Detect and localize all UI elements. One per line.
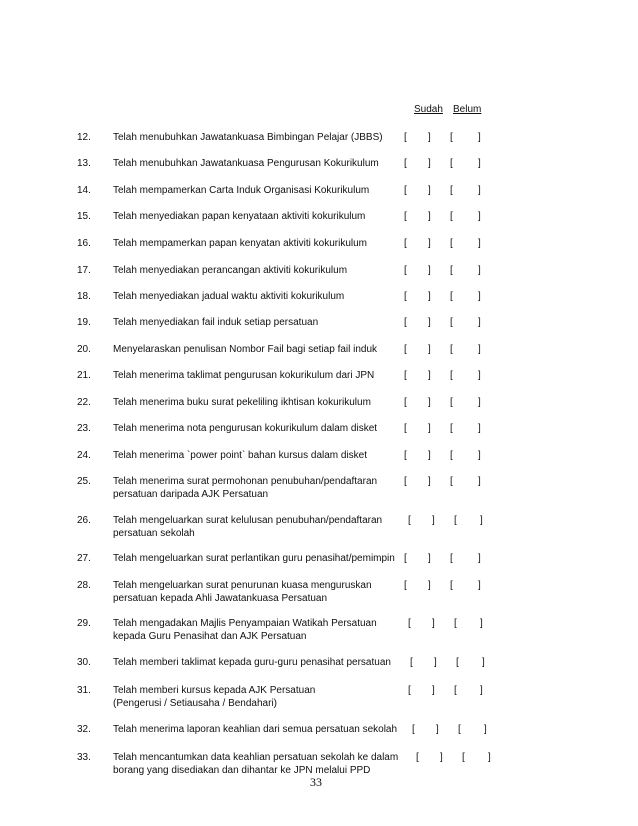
item-text-line: kepada Guru Penasihat dan AJK Persatuan (113, 631, 307, 642)
checkbox-sudah-open[interactable]: [ (404, 265, 407, 276)
item-number: 15. (77, 211, 91, 222)
checkbox-sudah-open[interactable]: [ (404, 132, 407, 143)
item-number: 17. (77, 265, 91, 276)
item-text-line: borang yang disediakan dan dihantar ke JPN melalui PPD (113, 765, 371, 776)
checkbox-belum-close[interactable]: ] (478, 317, 481, 328)
checkbox-belum-open[interactable]: [ (450, 211, 453, 222)
checkbox-belum-close[interactable]: ] (478, 158, 481, 169)
item-text-line: Telah menerima laporan keahlian dari semua persatuan sekolah (113, 724, 398, 735)
checkbox-belum-open[interactable]: [ (450, 397, 453, 408)
item-text-line: Telah mempamerkan papan kenyatan aktiviti kokurikulum (113, 238, 368, 249)
item-text-line: persatuan daripada AJK Persatuan (113, 489, 269, 500)
checkbox-sudah-open[interactable]: [ (404, 317, 407, 328)
item-text (113, 684, 403, 710)
checkbox-sudah-close[interactable]: ] (428, 132, 431, 143)
checkbox-belum-open[interactable]: [ (450, 317, 453, 328)
checkbox-belum-open[interactable]: [ (462, 752, 465, 763)
checkbox-belum-open[interactable]: [ (450, 423, 453, 434)
item-text-line: Telah menyediakan jadual waktu aktiviti kokurikulum (113, 291, 345, 302)
item-number: 21. (77, 370, 91, 381)
item-text-line: Telah mengeluarkan surat perlantikan guru penasihat/pemimpin (113, 553, 395, 564)
checkbox-belum-open[interactable]: [ (454, 618, 457, 629)
item-number: 25. (77, 476, 91, 487)
checkbox-belum-close[interactable]: ] (478, 580, 481, 591)
item-text (113, 316, 403, 329)
item-text-line: Telah memberi kursus kepada AJK Persatuan (113, 685, 316, 696)
item-text-line: Telah mengeluarkan surat kelulusan penubuhan/pendaftaran (113, 515, 383, 526)
checkbox-belum-open[interactable]: [ (450, 344, 453, 355)
item-number: 23. (77, 423, 91, 434)
checkbox-sudah-close[interactable]: ] (428, 344, 431, 355)
checkbox-sudah-open[interactable]: [ (404, 211, 407, 222)
checkbox-belum-open[interactable]: [ (450, 450, 453, 461)
checkbox-sudah-open[interactable]: [ (404, 185, 407, 196)
item-number: 22. (77, 397, 91, 408)
checkbox-belum-close[interactable]: ] (478, 344, 481, 355)
checkbox-belum-open[interactable]: [ (450, 291, 453, 302)
checkbox-belum-close[interactable]: ] (480, 685, 483, 696)
checkbox-belum-open[interactable]: [ (450, 185, 453, 196)
column-header-sudah: Sudah (414, 104, 443, 115)
checkbox-sudah-open[interactable]: [ (408, 685, 411, 696)
checkbox-sudah-close[interactable]: ] (432, 685, 435, 696)
checkbox-belum-open[interactable]: [ (454, 685, 457, 696)
item-text-line: Telah mencantumkan data keahlian persatuan sekolah ke dalam (113, 752, 399, 763)
item-text (113, 514, 403, 540)
checkbox-sudah-close[interactable]: ] (428, 185, 431, 196)
item-number: 31. (77, 685, 91, 696)
checkbox-sudah-close[interactable]: ] (428, 291, 431, 302)
checkbox-belum-open[interactable]: [ (450, 553, 453, 564)
checkbox-sudah-open[interactable]: [ (404, 291, 407, 302)
item-text-line: Telah mengeluarkan surat penurunan kuasa menguruskan (113, 580, 372, 591)
checkbox-belum-close[interactable]: ] (478, 132, 481, 143)
page-number: 33 (310, 775, 322, 789)
item-text (113, 475, 403, 501)
column-header-belum: Belum (453, 104, 482, 115)
item-text (113, 449, 403, 462)
item-text-line: Telah menyediakan perancangan aktiviti kokurikulum (113, 265, 348, 276)
item-text (113, 723, 403, 736)
item-text (113, 656, 403, 669)
checkbox-belum-open[interactable]: [ (456, 657, 459, 668)
checkbox-sudah-close[interactable]: ] (428, 370, 431, 381)
checkbox-belum-close[interactable]: ] (478, 185, 481, 196)
item-number: 29. (77, 618, 91, 629)
item-text-line: Telah menyediakan papan kenyataan aktiviti kokurikulum (113, 211, 366, 222)
item-text (113, 290, 403, 303)
checkbox-sudah-close[interactable]: ] (428, 423, 431, 434)
checkbox-belum-close[interactable]: ] (478, 553, 481, 564)
checkbox-belum-close[interactable]: ] (478, 450, 481, 461)
item-number: 12. (77, 132, 91, 143)
item-text-line: Telah menerima taklimat pengurusan kokurikulum dari JPN (113, 370, 375, 381)
checkbox-belum-open[interactable]: [ (450, 580, 453, 591)
checkbox-sudah-open[interactable]: [ (404, 450, 407, 461)
checkbox-belum-close[interactable]: ] (480, 515, 483, 526)
item-text (113, 422, 403, 435)
item-text-line: Telah menerima buku surat pekeliling ikhtisan kokurikulum (113, 397, 371, 408)
item-text (113, 210, 403, 223)
checkbox-belum-close[interactable]: ] (480, 618, 483, 629)
checkbox-belum-open[interactable]: [ (450, 370, 453, 381)
item-number: 27. (77, 553, 91, 564)
checkbox-belum-open[interactable]: [ (450, 265, 453, 276)
checkbox-sudah-open[interactable]: [ (404, 158, 407, 169)
checkbox-belum-close[interactable]: ] (488, 752, 491, 763)
checkbox-sudah-open[interactable]: [ (404, 344, 407, 355)
checkbox-belum-close[interactable]: ] (478, 423, 481, 434)
item-text (113, 157, 403, 170)
checkbox-sudah-close[interactable]: ] (428, 265, 431, 276)
checkbox-sudah-open[interactable]: [ (408, 515, 411, 526)
item-text-line: Telah menubuhkan Jawatankuasa Bimbingan Pelajar (JBBS) (113, 132, 383, 143)
checkbox-belum-close[interactable]: ] (478, 211, 481, 222)
checkbox-belum-close[interactable]: ] (484, 724, 487, 735)
item-text-line: Telah mengadakan Majlis Penyampaian Watikah Persatuan (113, 618, 377, 629)
item-text (113, 579, 403, 605)
item-text-line: persatuan sekolah (113, 528, 195, 539)
checkbox-sudah-close[interactable]: ] (432, 515, 435, 526)
checkbox-belum-open[interactable]: [ (454, 515, 457, 526)
item-text (113, 751, 403, 777)
checkbox-sudah-close[interactable]: ] (428, 211, 431, 222)
checkbox-belum-open[interactable]: [ (458, 724, 461, 735)
checkbox-sudah-close[interactable]: ] (434, 657, 437, 668)
item-text-line: (Pengerusi / Setiausaha / Bendahari) (113, 698, 277, 709)
item-text (113, 396, 403, 409)
checkbox-belum-close[interactable]: ] (482, 657, 485, 668)
item-number: 13. (77, 158, 91, 169)
checkbox-sudah-close[interactable]: ] (432, 618, 435, 629)
checkbox-belum-open[interactable]: [ (450, 132, 453, 143)
item-number: 18. (77, 291, 91, 302)
checkbox-sudah-close[interactable]: ] (428, 580, 431, 591)
checkbox-sudah-close[interactable]: ] (428, 553, 431, 564)
checkbox-sudah-open[interactable]: [ (404, 370, 407, 381)
checkbox-belum-close[interactable]: ] (478, 265, 481, 276)
checkbox-sudah-open[interactable]: [ (404, 553, 407, 564)
checkbox-sudah-close[interactable]: ] (428, 238, 431, 249)
item-text-line: Telah menerima `power point` bahan kursus dalam disket (113, 450, 368, 461)
checkbox-belum-close[interactable]: ] (478, 397, 481, 408)
checkbox-belum-close[interactable]: ] (478, 370, 481, 381)
item-text (113, 369, 403, 382)
checkbox-sudah-open[interactable]: [ (404, 423, 407, 434)
checkbox-sudah-open[interactable]: [ (410, 657, 413, 668)
checkbox-sudah-open[interactable]: [ (416, 752, 419, 763)
item-text-line: Telah menerima nota pengurusan kokurikulum dalam disket (113, 423, 378, 434)
checkbox-sudah-close[interactable]: ] (440, 752, 443, 763)
checkbox-belum-close[interactable]: ] (478, 476, 481, 487)
item-number: 33. (77, 752, 91, 763)
checkbox-sudah-open[interactable]: [ (412, 724, 415, 735)
checkbox-belum-open[interactable]: [ (450, 158, 453, 169)
checkbox-sudah-close[interactable]: ] (428, 397, 431, 408)
item-number: 28. (77, 580, 91, 591)
item-text-line: Telah menyediakan fail induk setiap persatuan (113, 317, 319, 328)
item-text (113, 237, 403, 250)
checkbox-sudah-close[interactable]: ] (428, 476, 431, 487)
item-text (113, 131, 403, 144)
checkbox-sudah-close[interactable]: ] (428, 450, 431, 461)
item-text (113, 264, 403, 277)
checkbox-belum-close[interactable]: ] (478, 238, 481, 249)
checkbox-sudah-open[interactable]: [ (404, 238, 407, 249)
item-number: 14. (77, 185, 91, 196)
item-number: 16. (77, 238, 91, 249)
checkbox-belum-close[interactable]: ] (478, 291, 481, 302)
checkbox-sudah-close[interactable]: ] (436, 724, 439, 735)
item-number: 30. (77, 657, 91, 668)
item-number: 24. (77, 450, 91, 461)
item-text-line: Telah mempamerkan Carta Induk Organisasi Kokurikulum (113, 185, 370, 196)
item-number: 32. (77, 724, 91, 735)
item-text (113, 617, 403, 643)
item-text (113, 552, 403, 565)
checkbox-sudah-close[interactable]: ] (428, 158, 431, 169)
item-text-line: Telah menerima surat permohonan penubuhan/pendaftaran (113, 476, 378, 487)
item-text-line: persatuan kepada Ahli Jawatankuasa Persatuan (113, 593, 328, 604)
item-text-line: Telah menubuhkan Jawatankuasa Pengurusan Kokurikulum (113, 158, 379, 169)
checkbox-sudah-open[interactable]: [ (404, 476, 407, 487)
item-text-line: Menyelaraskan penulisan Nombor Fail bagi setiap fail induk (113, 344, 378, 355)
checkbox-belum-open[interactable]: [ (450, 476, 453, 487)
item-text-line: Telah memberi taklimat kepada guru-guru penasihat persatuan (113, 657, 391, 668)
item-number: 19. (77, 317, 91, 328)
checkbox-sudah-open[interactable]: [ (404, 397, 407, 408)
checkbox-sudah-open[interactable]: [ (404, 580, 407, 591)
checkbox-sudah-open[interactable]: [ (408, 618, 411, 629)
checkbox-belum-open[interactable]: [ (450, 238, 453, 249)
item-number: 26. (77, 515, 91, 526)
checkbox-sudah-close[interactable]: ] (428, 317, 431, 328)
item-text (113, 343, 403, 356)
item-number: 20. (77, 344, 91, 355)
item-text (113, 184, 403, 197)
